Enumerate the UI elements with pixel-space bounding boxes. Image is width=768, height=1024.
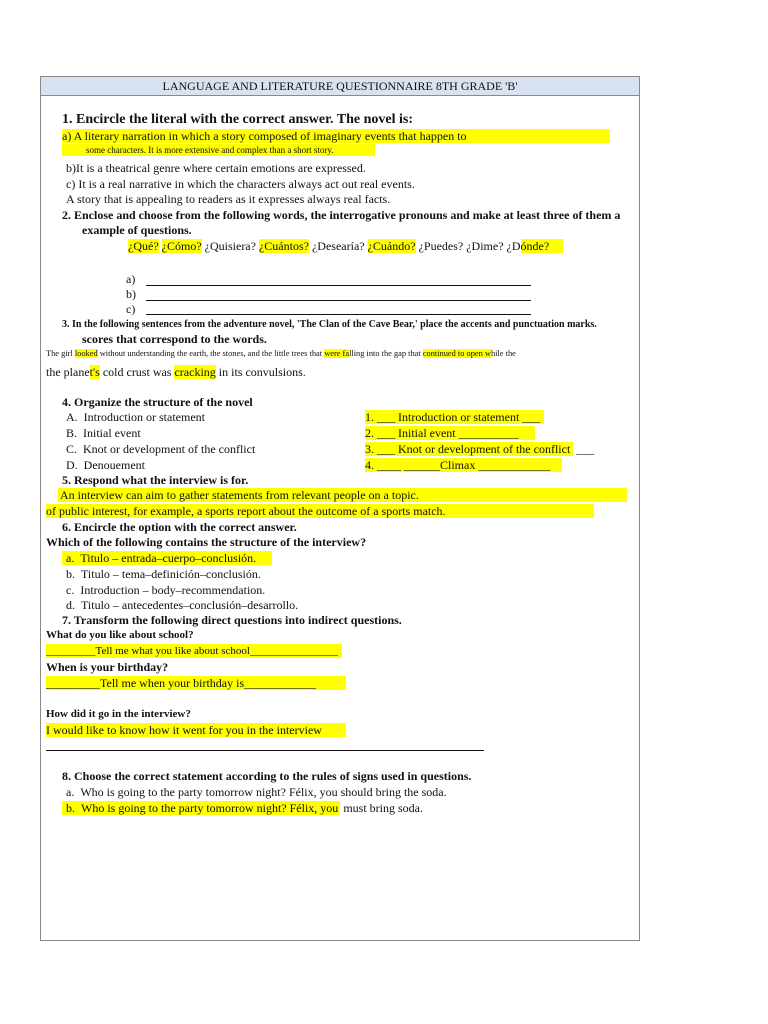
q2-word-desearia: ¿Desearía? — [311, 239, 365, 253]
q2-word-cuantos: ¿Cuántos? — [258, 239, 309, 253]
q2-answer-c-label: c) — [126, 302, 136, 316]
q2-answer-a-line[interactable] — [146, 285, 531, 286]
q1-option-a — [62, 129, 610, 143]
question-8-heading: 8. Choose the correct statement according to the rules of signs used in questions. — [62, 769, 472, 783]
q4-left-item: D. Denouement — [66, 458, 145, 472]
q4-right-item-2[interactable]: 2. ___ Initial event __________ — [365, 426, 535, 440]
q1-option-a-line2: some characters. It is more extensive and complex than a short story. — [62, 144, 375, 156]
q4-left-item: C. Knot or development of the conflict — [66, 442, 256, 456]
question-5-heading: 5. Respond what the interview is for. — [62, 473, 249, 487]
q6-option-a[interactable]: a. Titulo – entrada–cuerpo–conclusión. — [62, 551, 272, 565]
q2-answer-b-label: b) — [126, 287, 136, 301]
q4-right-item-1[interactable]: 1. ___ Introduction or statement ___ — [365, 410, 544, 424]
q2-word-que: ¿Qué? — [128, 239, 159, 253]
q4-left-item: B. Initial event — [66, 426, 141, 440]
q7-answer-3[interactable]: I would like to know how it went for you in the interview — [46, 723, 346, 737]
question-6-subheading: Which of the following contains the structure of the interview? — [46, 535, 367, 549]
q3-sentence-1: The girl looked without understanding the earth, the stones, and the little trees that were falling into the gap that continued to open while the — [46, 349, 516, 358]
q4-right-item-4[interactable]: 4. ____ ______Climax ____________ — [365, 458, 562, 472]
q7-answer-1[interactable]: _________Tell me what you like about school________________ — [46, 644, 342, 658]
question-3-heading: 3. In the following sentences from the adventure novel, 'The Clan of the Cave Bear,' place the accents and punctuation marks. — [62, 319, 597, 330]
question-7-heading: 7. Transform the following direct questions into indirect questions. — [62, 613, 402, 627]
question-1-heading: 1. Encircle the literal with the correct answer. The novel is: — [62, 112, 413, 127]
q2-answer-b-line[interactable] — [146, 300, 531, 301]
q4-left-item: A. Introduction or statement — [66, 410, 205, 424]
q2-word-como: ¿Cómo? — [161, 239, 202, 253]
q5-answer-line-1[interactable]: An interview can aim to gather statements from relevant people on a topic. — [58, 488, 627, 502]
page-title: LANGUAGE AND LITERATURE QUESTIONNAIRE 8TH GRADE 'B' — [40, 76, 640, 96]
question-4-heading: 4. Organize the structure of the novel — [62, 395, 253, 409]
question-6-heading: 6. Encircle the option with the correct answer. — [62, 520, 297, 534]
q8-option-b[interactable]: b. Who is going to the party tomorrow night? Félix, you must bring soda. — [62, 801, 423, 815]
question-2-heading: 2. Enclose and choose from the following words, the interrogative pronouns and make at least three of them a — [62, 208, 621, 222]
q6-option-d[interactable]: d. Titulo – antecedentes–conclusión–desarrollo. — [66, 598, 299, 612]
question-2-heading-cont: example of questions. — [82, 223, 192, 237]
q7-answer-line[interactable] — [46, 750, 484, 751]
q2-answer-c-line[interactable] — [146, 314, 531, 315]
q2-word-quisiera: ¿Quisiera? — [204, 239, 256, 253]
q2-word-cuando: ¿Cuándo? — [367, 239, 416, 253]
q1-option-d: A story that is appealing to readers as it expresses always real facts. — [66, 192, 391, 206]
q7-question-1: What do you like about school? — [46, 629, 194, 641]
q2-answer-a-label: a) — [126, 272, 136, 286]
q5-answer-line-2[interactable]: of public interest, for example, a sports report about the outcome of a sports match. — [46, 504, 594, 518]
q1-option-b: b)It is a theatrical genre where certain emotions are expressed. — [66, 161, 366, 175]
q7-question-3: How did it go in the interview? — [46, 708, 191, 720]
question-3-heading-cont: scores that correspond to the words. — [82, 332, 267, 346]
q8-option-a[interactable]: a. Who is going to the party tomorrow night? Félix, you should bring the soda. — [66, 785, 447, 799]
q7-answer-2[interactable]: _________Tell me when your birthday is____________ — [46, 676, 346, 690]
q7-question-2: When is your birthday? — [46, 660, 169, 674]
q2-word-dime: ¿Dime? — [466, 239, 504, 253]
q2-word-donde: ¿Dónde? — [507, 239, 564, 253]
q2-word-puedes: ¿Puedes? — [418, 239, 464, 253]
q4-right-item-3[interactable]: 3. ___ Knot or development of the conflict ___ — [365, 442, 595, 456]
q1-option-c: c) It is a real narrative in which the characters always act out real events. — [66, 177, 415, 191]
q3-sentence-2: the planet's cold crust was cracking in its convulsions. — [46, 365, 306, 379]
q2-word-list — [128, 239, 563, 253]
q6-option-c[interactable]: c. Introduction – body–recommendation. — [66, 583, 266, 597]
q6-option-b[interactable]: b. Titulo – tema–definición–conclusión. — [66, 567, 261, 581]
q1-option-a-line1: a) A literary narration in which a story composed of imaginary events that happen to — [62, 129, 467, 143]
